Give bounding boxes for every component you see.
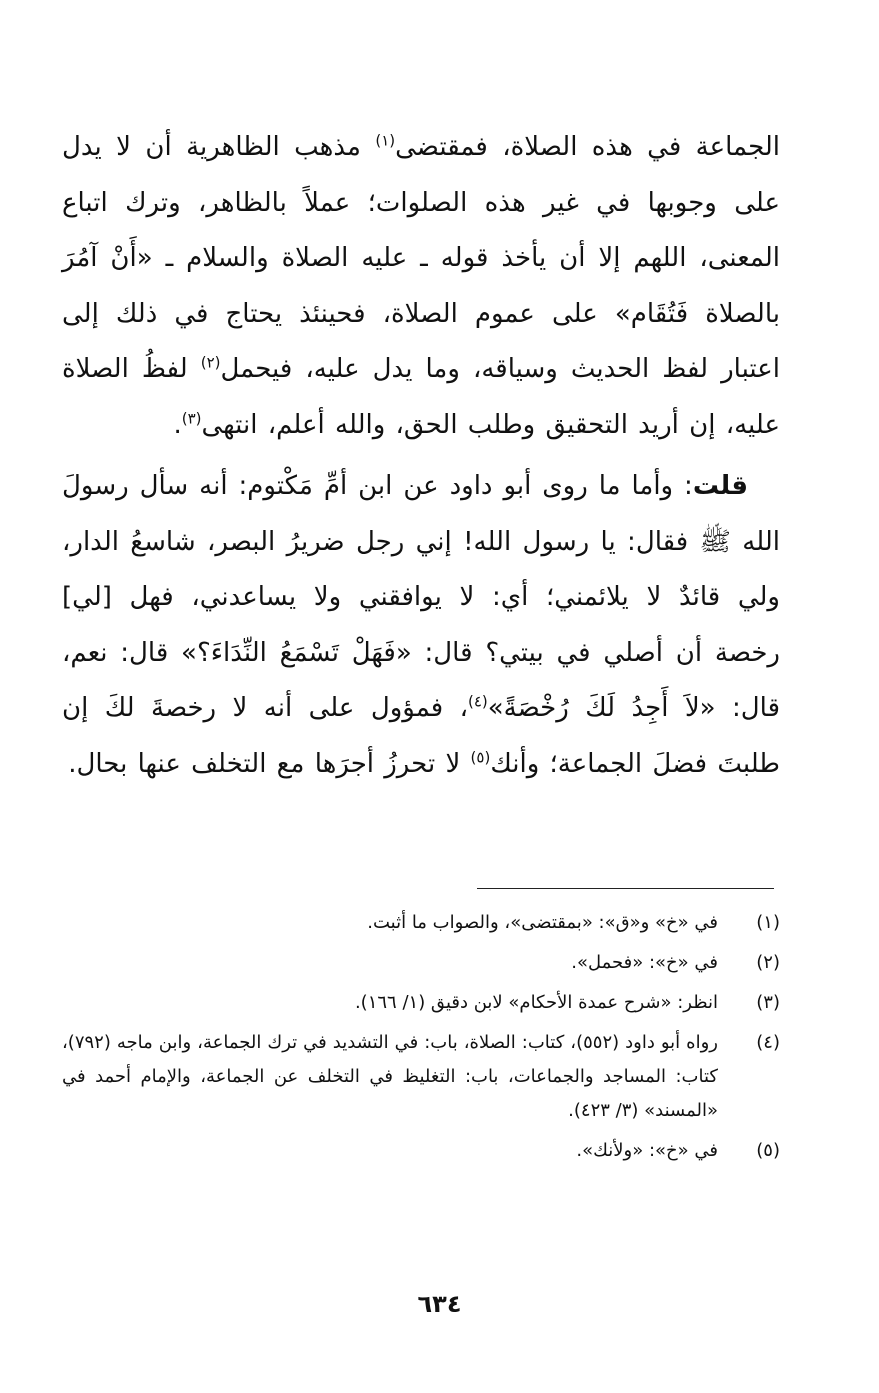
body-paragraph-2 [62,459,780,792]
footnote-number: (٤) [756,1032,780,1053]
footnote-ref-1: (١) [375,131,396,150]
paragraph-1-text-1: الجماعة في هذه الصلاة، فمقتضى [395,132,781,162]
footnote-text: رواه أبو داود (٥٥٢)، كتاب: الصلاة، باب: في التشديد في ترك الجماعة، وابن ماجه (٧٩٢)، كتاب: المساجد والجماعات، باب: التغليظ في التخلف عن الجماعة، والإمام أحمد في «المسند» (٣/ ٤٢٣). [62,1032,718,1121]
paragraph-1-text-2: مذهب الظاهرية أن لا يدل على وجوبها في غير هذه الصلوات؛ عملاً بالظاهر، وترك اتباع المعنى، اللهم إلا أن يأخذ قوله ـ عليه الصلاة والسلام ـ «أَنْ آمُرَ بالصلاة فَتُقَام» على عموم الصلاة، فحينئذ يحتاج في ذلك إلى اعتبار لفظ الحديث وسياقه، وما يدل عليه، فيحمل [62,132,780,384]
footnote-ref-2: (٢) [200,353,221,372]
footnote-text: في «خ»: «فحمل». [571,952,718,973]
footnote-number: (١) [756,912,780,933]
footnote-separator [477,888,774,889]
footnote-number: (٣) [756,992,780,1013]
paragraph-2-text-2: ، فمؤول على أنه لا رخصةَ لكَ إن طلبتَ فضلَ الجماعة؛ وأنك [62,693,780,779]
footnote-ref-4: (٤) [467,692,488,711]
paragraph-2-lead-word: قلت [692,471,748,501]
footnote-number: (٥) [756,1140,780,1161]
footnote [62,1134,780,1168]
footnote [62,1026,780,1128]
footnote [62,946,780,980]
footnote-text: في «خ» و«ق»: «بمقتضى»، والصواب ما أثبت. [367,912,718,933]
footnotes [62,906,780,1174]
footnote-ref-3: (٣) [181,408,202,427]
footnote [62,906,780,940]
paragraph-1-text-4: . [173,409,182,440]
paragraph-2-text-3: لا تحرزُ أجرَها مع التخلف عنها بحال. [68,748,471,779]
paragraph-2-text-1: : وأما ما روى أبو داود عن ابن أمِّ مَكْتوم: أنه سأل رسولَ الله ﷺ فقال: يا رسول الله! إني رجل ضريرُ البصر، شاسعُ الدار، ولي قائدٌ لا يلائمني؛ أي: لا يوافقني ولا يساعدني، فهل [لي] رخصة أن أصلي في بيتي؟ قال: «فَهَلْ تَسْمَعُ النِّدَاءَ؟» قال: نعم، قال: «لاَ أَجِدُ لَكَ رُخْصَةً» [62,471,780,723]
footnote-number: (٢) [756,952,780,973]
main-text [62,120,780,792]
page-number: ٦٣٤ [417,1290,462,1318]
footnote-text: انظر: «شرح عمدة الأحكام» لابن دقيق (١/ ١٦٦). [354,992,718,1013]
footnote-text: في «خ»: «ولأنك». [576,1140,718,1161]
paragraph-1-text-3: لفظُ الصلاة عليه، إن أريد التحقيق وطلب الحق، والله أعلم، انتهى [62,354,780,440]
footnote-ref-5: (٥) [470,747,491,766]
body-paragraph-1 [62,120,780,453]
footnote [62,986,780,1020]
